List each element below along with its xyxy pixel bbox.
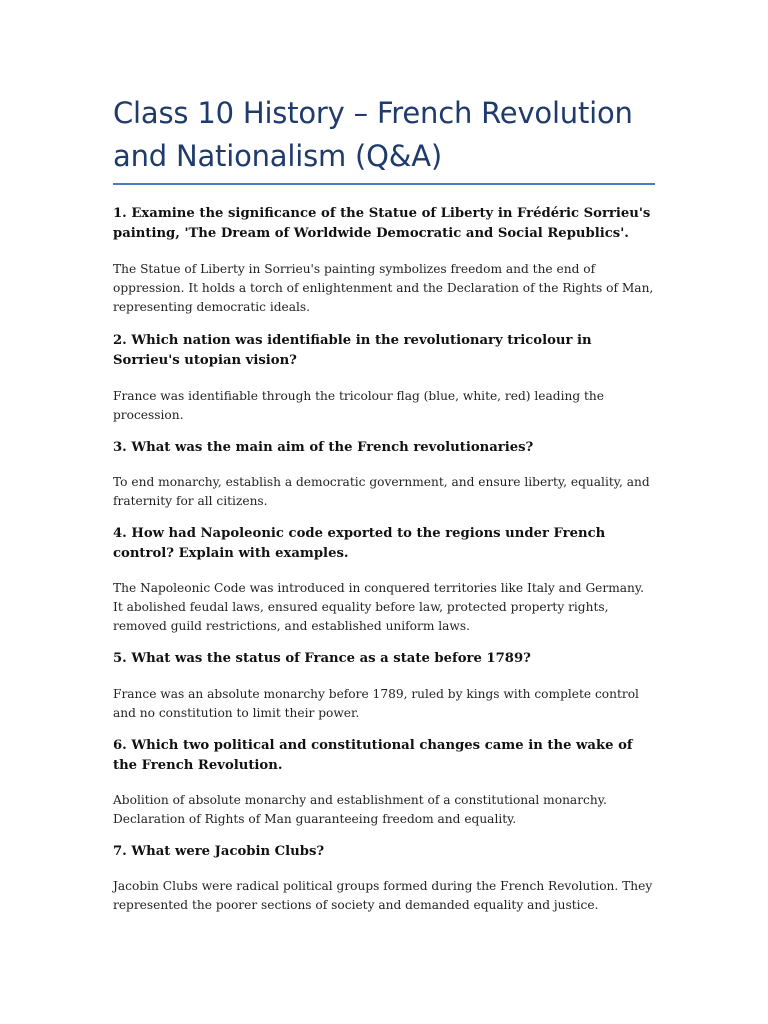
question-1: 1. Examine the significance of the Statue of Liberty in Frédéric Sorrieu's painting, 'The Dream of Worldwide Democratic and Social Republics'. [113,206,651,241]
question-2: 2. Which nation was identifiable in the revolutionary tricolour in Sorrieu's utopian vision? [113,333,592,368]
answer-1: The Statue of Liberty in Sorrieu's painting symbolizes freedom and the end of oppression. It holds a torch of enlightenment and the Declaration of the Rights of Man, representing democratic ideals. [113,262,654,314]
answer-6: Abolition of absolute monarchy and establishment of a constitutional monarchy. Declaration of Rights of Man guaranteeing freedom and equality. [113,793,607,826]
question-6: 6. Which two political and constitutional changes came in the wake of the French Revolution. [113,738,633,773]
question-5: 5. What was the status of France as a state before 1789? [113,651,531,666]
answer-7: Jacobin Clubs were radical political groups formed during the French Revolution. They represented the poorer sections of society and demanded equality and justice. [113,879,653,912]
question-7: 7. What were Jacobin Clubs? [113,844,325,859]
answer-5: France was an absolute monarchy before 1789, ruled by kings with complete control and no constitution to limit their power. [113,687,639,720]
qa-list [113,204,655,915]
document-page [113,92,655,915]
question-4: 4. How had Napoleonic code exported to the regions under French control? Explain with examples. [113,526,606,561]
title-divider [113,183,655,185]
document-title: Class 10 History – French Revolution and Nationalism (Q&A) [113,96,633,173]
question-3: 3. What was the main aim of the French revolutionaries? [113,440,534,455]
answer-4: The Napoleonic Code was introduced in conquered territories like Italy and Germany. It abolished feudal laws, ensured equality before law, protected property rights, removed guild restrictions, and established uniform laws. [113,581,645,633]
answer-2: France was identifiable through the tricolour flag (blue, white, red) leading the procession. [113,389,604,422]
answer-3: To end monarchy, establish a democratic government, and ensure liberty, equality, and fraternity for all citizens. [113,475,650,508]
